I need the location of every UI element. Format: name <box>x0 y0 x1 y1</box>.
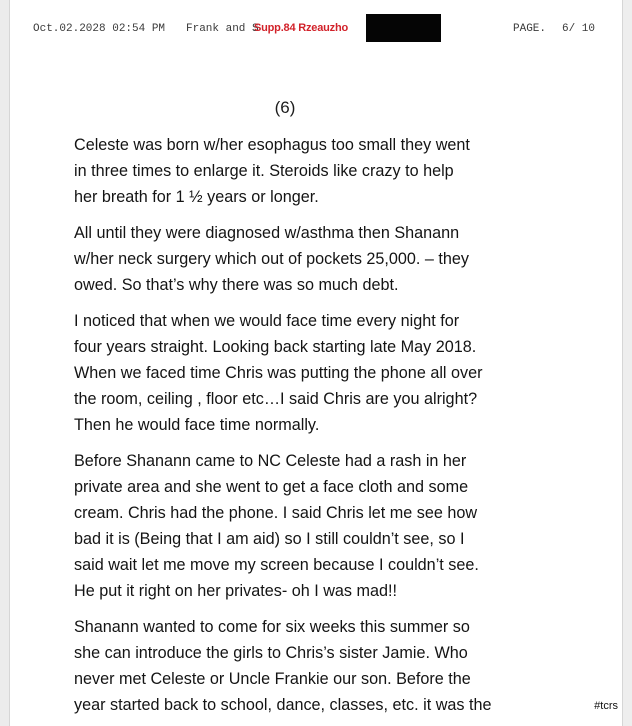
paragraph-1 <box>74 132 574 210</box>
text-line: four years straight. Looking back starting late May 2018. <box>74 338 477 356</box>
text-line: cream. Chris had the phone. I said Chris let me see how <box>74 504 478 522</box>
text-line: All until they were diagnosed w/asthma then Shanann <box>74 224 460 242</box>
watermark-tag: #tcrs <box>594 700 618 712</box>
fax-sender: Frank and S <box>186 23 259 35</box>
letter-body <box>74 132 574 726</box>
text-line: Before Shanann came to NC Celeste had a rash in her <box>74 452 467 470</box>
text-line: bad it is (Being that I am aid) so I still couldn’t see, so I <box>74 530 465 548</box>
text-line: owed. So that’s why there was so much debt. <box>74 276 399 294</box>
text-line: Then he would face time normally. <box>74 416 320 434</box>
text-line: never met Celeste or Uncle Frankie our son. Before the <box>74 670 471 688</box>
fax-page-number: 6/ 10 <box>562 23 596 35</box>
text-line: said wait let me move my screen because I couldn’t see. <box>74 556 479 574</box>
text-line: Shanann wanted to come for six weeks this summer so <box>74 618 470 636</box>
paragraph-3 <box>74 308 574 438</box>
text-line: w/her neck surgery which out of pockets 25,000. – they <box>74 250 470 268</box>
text-line: private area and she went to get a face cloth and some <box>74 478 469 496</box>
paragraph-5 <box>74 614 574 718</box>
text-line: her breath for 1 ½ years or longer. <box>74 188 319 206</box>
text-line: When we faced time Chris was putting the phone all over <box>74 364 483 382</box>
text-line: year started back to school, dance, classes, etc. it was the <box>74 696 492 714</box>
text-line: she can introduce the girls to Chris’s sister Jamie. Who <box>74 644 468 662</box>
red-stamp: Supp.84 Rzeauzho <box>254 22 348 34</box>
text-line: I noticed that when we would face time every night for <box>74 312 460 330</box>
paragraph-4 <box>74 448 574 604</box>
paragraph-2 <box>74 220 574 298</box>
fax-header <box>0 14 632 44</box>
text-line: in three times to enlarge it. Steroids like crazy to help <box>74 162 454 180</box>
redaction-box <box>366 14 441 42</box>
fax-page-label: PAGE. <box>513 23 547 35</box>
text-line: He put it right on her privates- oh I was mad!! <box>74 582 397 600</box>
right-scan-edge <box>622 0 632 726</box>
page-number: (6) <box>274 98 296 117</box>
text-line: Celeste was born w/her esophagus too small they went <box>74 136 470 154</box>
text-line: the room, ceiling , floor etc…I said Chris are you alright? <box>74 390 478 408</box>
fax-datetime: Oct.02.2028 02:54 PM <box>33 23 166 35</box>
